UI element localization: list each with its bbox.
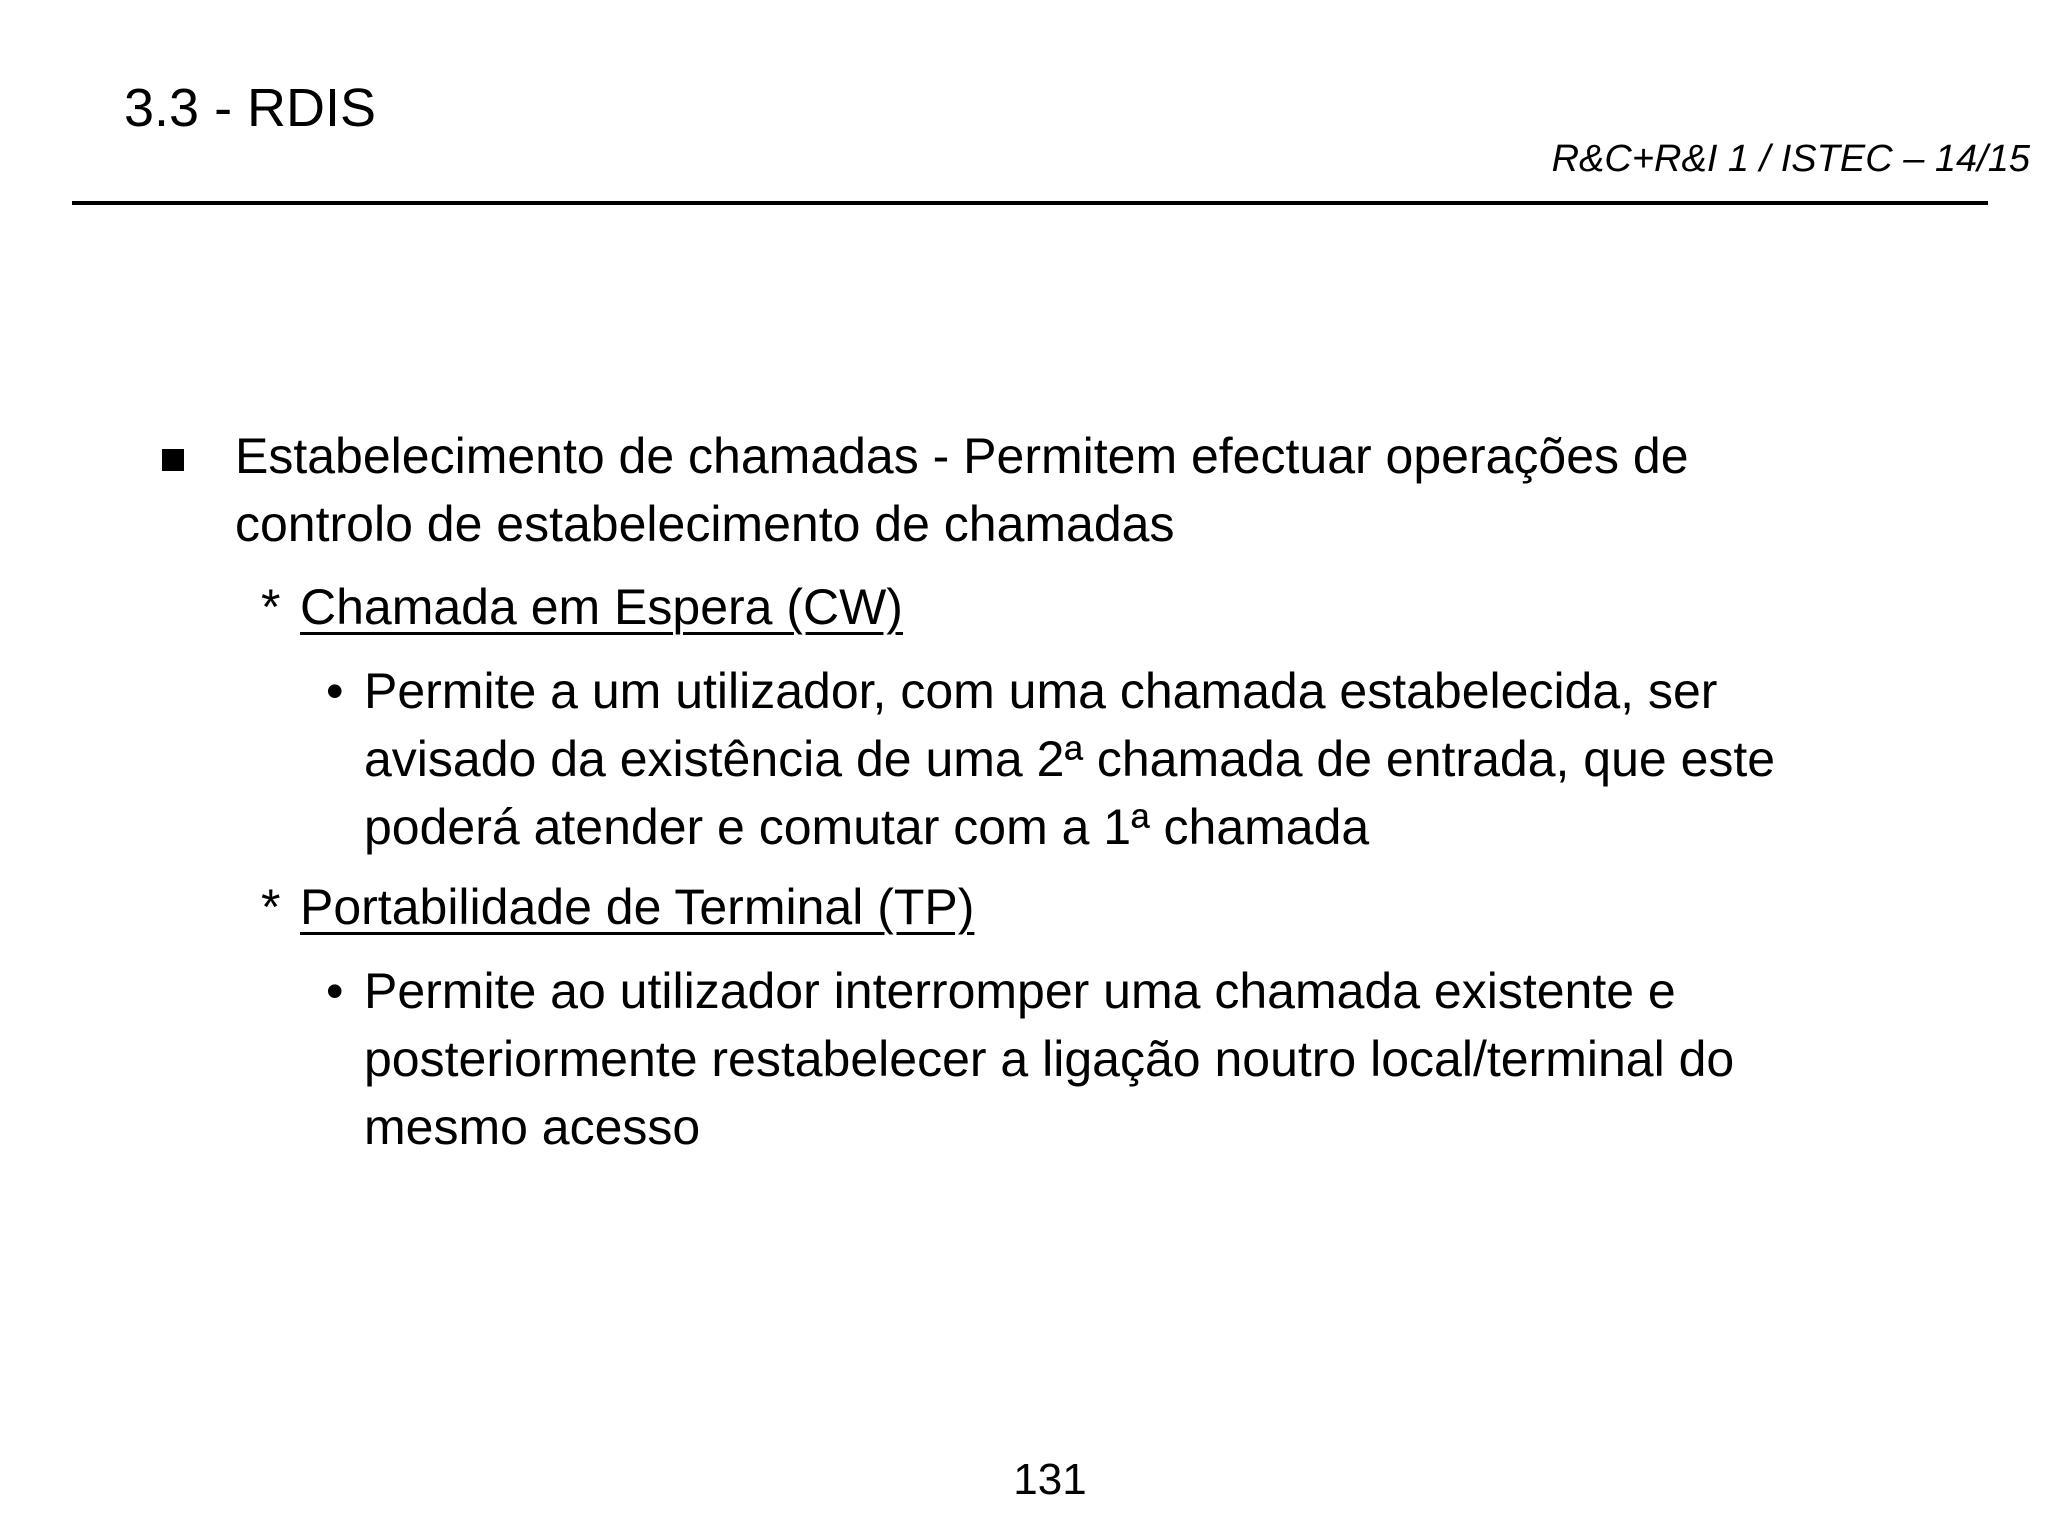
main-item-line-1: Estabelecimento de chamadas - Permitem efectuar operações de bbox=[235, 428, 1689, 484]
detail-line: poderá atender e comutar com a 1ª chamada bbox=[364, 799, 1370, 855]
course-reference: R&C+R&I 1 / ISTEC – 14/15 bbox=[1551, 138, 2030, 180]
sub-item-title-call-waiting: Chamada em Espera (CW) bbox=[300, 579, 903, 635]
detail-line: avisado da existência de uma 2ª chamada de entrada, que este bbox=[364, 731, 1776, 787]
asterisk-marker: * bbox=[261, 879, 281, 935]
square-bullet-icon bbox=[162, 449, 184, 471]
detail-line: Permite a um utilizador, com uma chamada estabelecida, ser bbox=[364, 663, 1718, 719]
asterisk-marker: * bbox=[261, 579, 281, 635]
page-title: 3.3 - RDIS bbox=[124, 78, 377, 138]
bullet-dot-icon: • bbox=[326, 663, 344, 719]
sub-item-title-terminal-portability: Portabilidade de Terminal (TP) bbox=[300, 879, 975, 935]
detail-line: posteriormente restabelecer a ligação noutro local/terminal do bbox=[364, 1031, 1735, 1087]
detail-line: Permite ao utilizador interromper uma chamada existente e bbox=[364, 963, 1676, 1019]
bullet-dot-icon: • bbox=[326, 963, 344, 1019]
detail-line: mesmo acesso bbox=[364, 1099, 701, 1155]
page-number: 131 bbox=[1013, 1455, 1087, 1504]
main-item-line-2: controlo de estabelecimento de chamadas bbox=[235, 496, 1175, 552]
header-divider bbox=[72, 201, 1988, 205]
